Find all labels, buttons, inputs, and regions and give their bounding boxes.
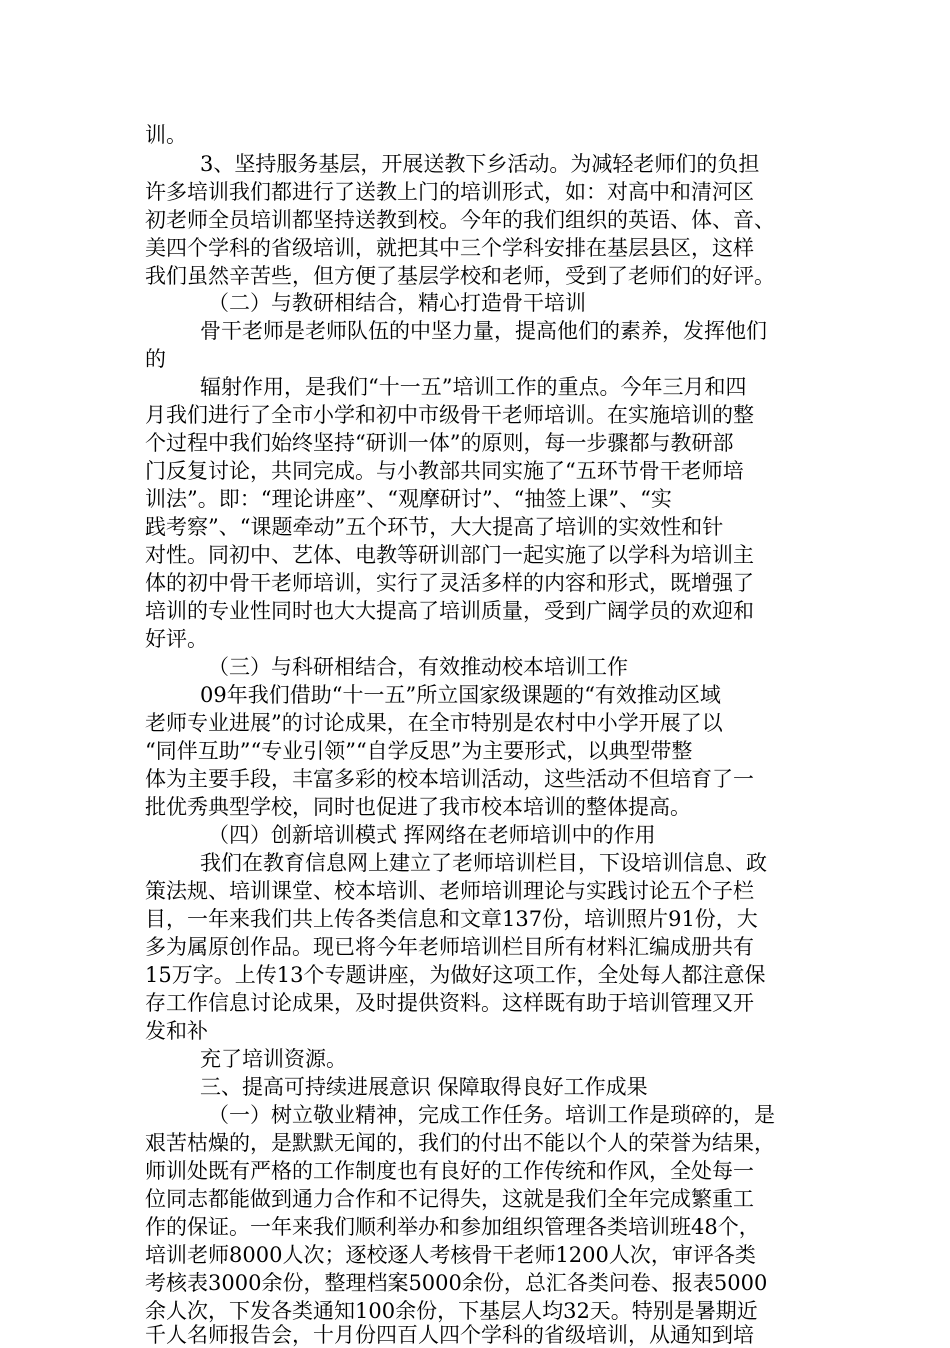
text-line: 千人名师报告会，十月份四百人四个学科的省级培训，从通知到培 xyxy=(145,1323,754,1347)
text-line: 培训老师8000人次；逐校逐人考核骨干老师1200人次，审评各类 xyxy=(145,1243,756,1267)
text-line: 目，一年来我们共上传各类信息和文章137份，培训照片91份，大 xyxy=(145,907,758,931)
text-line: 许多培训我们都进行了送教上门的培训形式，如：对高中和清河区 xyxy=(145,180,754,204)
text-line: 作的保证。一年来我们顺利举办和参加组织管理各类培训班48个， xyxy=(145,1215,760,1239)
text-line: 骨干老师是老师队伍的中坚力量，提高他们的素养，发挥他们 xyxy=(200,319,767,343)
text-line: 体的初中骨干老师培训，实行了灵活多样的内容和形式，既增强了 xyxy=(145,571,754,595)
text-line: 批优秀典型学校，同时也促进了我市校本培训的整体提高。 xyxy=(145,795,691,819)
text-line: 我们虽然辛苦些，但方便了基层学校和老师，受到了老师们的好评。 xyxy=(145,264,775,288)
text-line: 老师专业进展”的讨论成果，在全市特别是农村中小学开展了以 xyxy=(145,711,723,735)
text-line: 艰苦枯燥的，是默默无闻的，我们的付出不能以个人的荣誉为结果， xyxy=(145,1131,775,1155)
text-line: 多为属原创作品。现已将今年老师培训栏目所有材料汇编成册共有 xyxy=(145,935,754,959)
text-line: 对性。同初中、艺体、电教等研训部门一起实施了以学科为培训主 xyxy=(145,543,754,567)
text-line: 践考察”、“课题牵动”五个环节，大大提高了培训的实效性和针 xyxy=(145,515,724,539)
text-line: 好评。 xyxy=(145,627,208,651)
text-line: 考核表3000余份，整理档案5000余份，总汇各类问卷、报表5000 xyxy=(145,1271,768,1295)
text-line: 培训的专业性同时也大大提高了培训质量，受到广阔学员的欢迎和 xyxy=(145,599,754,623)
text-line: 09年我们借助“十一五”所立国家级课题的“有效推动区域 xyxy=(200,683,721,707)
text-line: 辐射作用，是我们“十一五”培训工作的重点。今年三月和四 xyxy=(200,375,747,399)
section-heading: 三、提高可持续进展意识 保障取得良好工作成果 xyxy=(200,1075,648,1099)
text-line: 初老师全员培训都坚持送教到校。今年的我们组织的英语、体、音、 xyxy=(145,208,775,232)
text-line: 训法”。即：“理论讲座”、“观摩研讨”、“抽签上课”、“实 xyxy=(145,487,672,511)
text-line: 存工作信息讨论成果，及时提供资料。这样既有助于培训管理又开 xyxy=(145,991,754,1015)
text-line: “同伴互助”“专业引领”“自学反思”为主要形式，以典型带整 xyxy=(145,739,693,763)
text-line: 训。 xyxy=(145,123,187,147)
section-heading: （三）与科研相结合，有效推动校本培训工作 xyxy=(208,655,628,679)
section-heading: （四）创新培训模式 挥网络在老师培训中的作用 xyxy=(208,823,656,847)
text-line: 充了培训资源。 xyxy=(200,1047,347,1071)
text-line: 发和补 xyxy=(145,1019,208,1043)
text-line: 3、坚持服务基层，开展送教下乡活动。为减轻老师们的负担 xyxy=(200,152,760,176)
text-line: （一）树立敬业精神，完成工作任务。培训工作是琐碎的，是 xyxy=(208,1103,775,1127)
text-line: 月我们进行了全市小学和初中市级骨干老师培训。在实施培训的整 xyxy=(145,403,754,427)
text-line: 的 xyxy=(145,347,166,371)
text-line: 位同志都能做到通力合作和不记得失，这就是我们全年完成繁重工 xyxy=(145,1187,754,1211)
text-line: 门反复讨论，共同完成。与小教部共同实施了“五环节骨干老师培 xyxy=(145,459,744,483)
text-line: 我们在教育信息网上建立了老师培训栏目，下设培训信息、政 xyxy=(200,851,767,875)
text-line: 师训处既有严格的工作制度也有良好的工作传统和作风，全处每一 xyxy=(145,1159,754,1183)
text-line: 个过程中我们始终坚持“研训一体”的原则，每一步骤都与教研部 xyxy=(145,431,734,455)
text-line: 体为主要手段，丰富多彩的校本培训活动，这些活动不但培育了一 xyxy=(145,767,754,791)
text-line: 策法规、培训课堂、校本培训、老师培训理论与实践讨论五个子栏 xyxy=(145,879,754,903)
text-line: 美四个学科的省级培训，就把其中三个学科安排在基层县区，这样 xyxy=(145,236,754,260)
text-line: 余人次，下发各类通知100余份，下基层人均32天。特别是暑期近 xyxy=(145,1299,758,1323)
section-heading: （二）与教研相结合，精心打造骨干培训 xyxy=(208,291,586,315)
text-line: 15万字。上传13个专题讲座，为做好这项工作，全处每人都注意保 xyxy=(145,963,766,987)
